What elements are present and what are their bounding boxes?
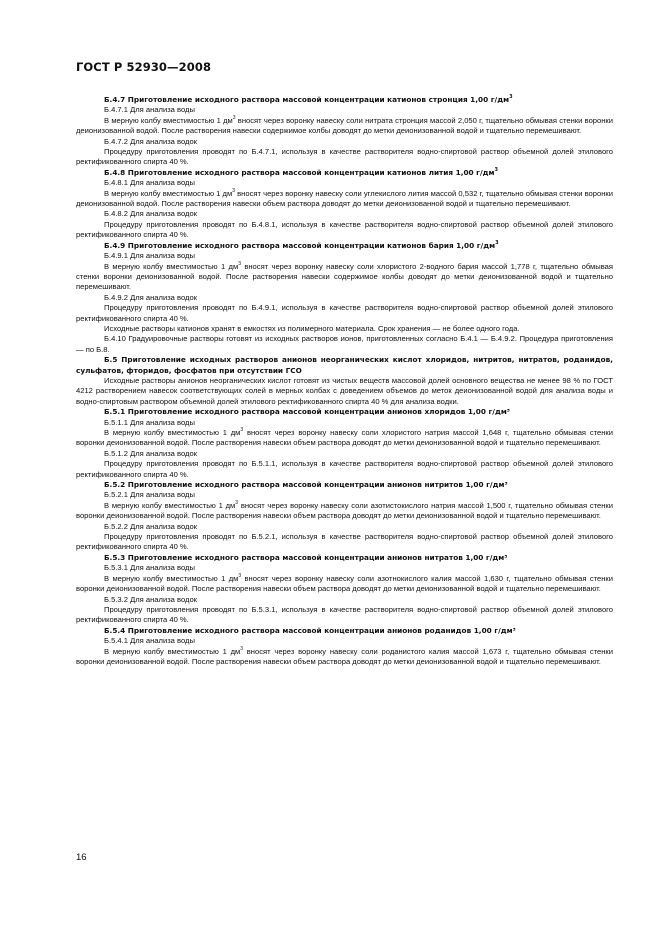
subsection-b492: Б.4.9.2 Для анализа водок bbox=[104, 292, 197, 302]
section-heading-b47: Б.4.7 Приготовление исходного раствора массовой концентрации катионов стронция 1,00 $г/дм^3$ bbox=[104, 94, 513, 104]
paragraph: В мерную колбу вместимостью 1 $дм^3$ вносят через воронку навеску соли нитрата стронция массой 2,050 г, тщательно обмывая стенки воронки деионизованной водой. После растворения навески содержимое колбы доводят до метки деионизованной водой и тщательно перемешивают. bbox=[76, 114, 613, 136]
paragraph: В мерную колбу вместимостью 1 $дм^3$ вносят через воронку навеску соли азотнокислого калия массой 1,630 г, тщательно обмывая стенки воронки деионизованной водой. После растворения навески объем раствора доводят до метки деионизованной водой и тщательно перемешивают. bbox=[76, 572, 613, 594]
page-number: 16 bbox=[76, 852, 87, 863]
paragraph: В мерную колбу вместимостью 1 $дм^3$ вносят через воронку навеску соли роданистого калия массой 1,673 г, тщательно обмывая стенки воронки деионизованной водой. После растворения навески объем раствора доводят до метки деионизованной водой и тщательно перемешивают. bbox=[76, 645, 613, 666]
section-heading-b48: Б.4.8 Приготовление исходного раствора массовой концентрации катионов лития 1,00 $г/дм^3$ bbox=[104, 166, 498, 177]
document-body bbox=[76, 95, 613, 667]
subsection-b531: Б.5.3.1 Для анализа воды bbox=[104, 563, 195, 573]
paragraph: Процедуру приготовления проводят по Б.5.2.1, используя в качестве растворителя водно-спиртовой раствор объемной долей этилового ректификованного спирта 40 %. bbox=[76, 532, 613, 552]
paragraph: Процедуру приготовления проводят по Б.4.8.1, используя в качестве растворителя водно-спиртовой раствор объемной долей этилового ректификованного спирта 40 %. bbox=[76, 219, 613, 240]
subsection-b471: Б.4.7.1 Для анализа воды bbox=[104, 105, 195, 115]
section-heading-b52: Б.5.2 Приготовление исходного раствора массовой концентрации анионов нитритов 1,00 г/дм³ bbox=[104, 480, 508, 490]
document-header: ГОСТ Р 52930—2008 bbox=[76, 60, 212, 74]
subsection-b410: Б.4.10 Градуировочные растворы готовят из исходных растворов ионов, приготовленных согласно Б.4.1 — Б.4.9.2. Процедура приготовления — по Б.8. bbox=[76, 334, 613, 354]
paragraph: В мерную колбу вместимостью 1 $дм^3$ вносят через воронку навеску соли углекислого лития массой 0,532 г, тщательно обмывая стенки воронки деионизованной водой. После растворения навески объем раствора доводят до метки деионизованной водой и тщательно перемешивают. bbox=[76, 187, 613, 209]
subsection-b511: Б.5.1.1 Для анализа воды bbox=[104, 417, 195, 427]
paragraph: В мерную колбу вместимостью 1 $дм^3$ вносят через воронку навеску соли хлористого 2-водного бария массой 1,778 г, тщательно обмывая стенки воронки деионизованной водой. После растворения навески содержимое колбы доводят до метки деионизованной водой и тщательно перемешивают. bbox=[76, 260, 613, 292]
subsection-b532: Б.5.3.2 Для анализа водок bbox=[104, 594, 197, 604]
subsection-b481: Б.4.8.1 Для анализа воды bbox=[104, 178, 195, 188]
paragraph: Исходные растворы анионов неорганических кислот готовят из чистых веществ массовой долей основного вещества не менее 98 % по ГОСТ 4212 растворением навесок соответствующих солей в мерных колбах с доведением объемов до меток деионизованной водой для анализа воды и водно-спиртовым раствором объемной долей этилового ректификованного спирта 40 % для анализа водки. bbox=[76, 375, 613, 406]
section-heading-b53: Б.5.3 Приготовление исходного раствора массовой концентрации анионов нитратов 1,00 г/дм³ bbox=[104, 552, 508, 562]
section-heading-b5: Б.5 Приготовление исходных растворов анионов неорганических кислот хлоридов, нитритов, нитратов, роданидов, сульфатов, фторидов, фосфатов при отсутствии ГСО bbox=[76, 355, 613, 375]
subsection-b512: Б.5.1.2 Для анализа водок bbox=[104, 448, 197, 458]
paragraph: В мерную колбу вместимостью 1 $дм^3$ вносят через воронку навеску соли хлористого натрия массой 1,648 г, тщательно обмывая стенки воронки деионизованной водой. После растворения навески объем раствора доводят до метки деионизованной водой и тщательно перемешивают. bbox=[76, 427, 613, 448]
section-heading-b49: Б.4.9 Приготовление исходного раствора массовой концентрации катионов бария 1,00 $г/дм^3$ bbox=[104, 239, 499, 250]
section-heading-b54: Б.5.4 Приготовление исходного раствора массовой концентрации анионов роданидов 1,00 г/дм³ bbox=[104, 625, 516, 635]
subsection-b472: Б.4.7.2 Для анализа водок bbox=[104, 136, 197, 146]
paragraph: Процедуру приготовления проводят по Б.4.7.1, используя в качестве растворителя водно-спиртовой раствор объемной долей этилового ректификованного спирта 40 %. bbox=[76, 147, 613, 167]
section-heading-b51: Б.5.1 Приготовление исходного раствора массовой концентрации анионов хлоридов 1,00 г/дм³ bbox=[104, 407, 510, 417]
paragraph: Процедуру приготовления проводят по Б.5.3.1, используя в качестве растворителя водно-спиртовой раствор объемной долей этилового ректификованного спирта 40 %. bbox=[76, 604, 613, 625]
subsection-b521: Б.5.2.1 Для анализа воды bbox=[104, 490, 195, 500]
paragraph: В мерную колбу вместимостью 1 $дм^3$ вносят через воронку навеску соли азотистокислого натрия массой 1,500 г, тщательно обмывая стенки воронки деионизованной водой. После растворения навески объем раствора доводят до метки деионизованной водой и тщательно перемешивают. bbox=[76, 499, 613, 521]
paragraph: Процедуру приготовления проводят по Б.5.1.1, используя в качестве растворителя водно-спиртовой раствор объемной долей этилового ректификованного спирта 40 %. bbox=[76, 459, 613, 479]
subsection-b541: Б.5.4.1 Для анализа воды bbox=[104, 636, 195, 646]
paragraph: Процедуру приготовления проводят по Б.4.9.1, используя в качестве растворителя водно-спиртовой раствор объемной долей этилового ректификованного спирта 40 %. bbox=[76, 303, 613, 323]
subsection-b522: Б.5.2.2 Для анализа водок bbox=[104, 521, 197, 531]
subsection-b491: Б.4.9.1 Для анализа воды bbox=[104, 251, 195, 261]
paragraph-storage: Исходные растворы катионов хранят в емкостях из полимерного материала. Срок хранения — не более одного года. bbox=[104, 323, 520, 333]
subsection-b482: Б.4.8.2 Для анализа водок bbox=[104, 209, 197, 219]
